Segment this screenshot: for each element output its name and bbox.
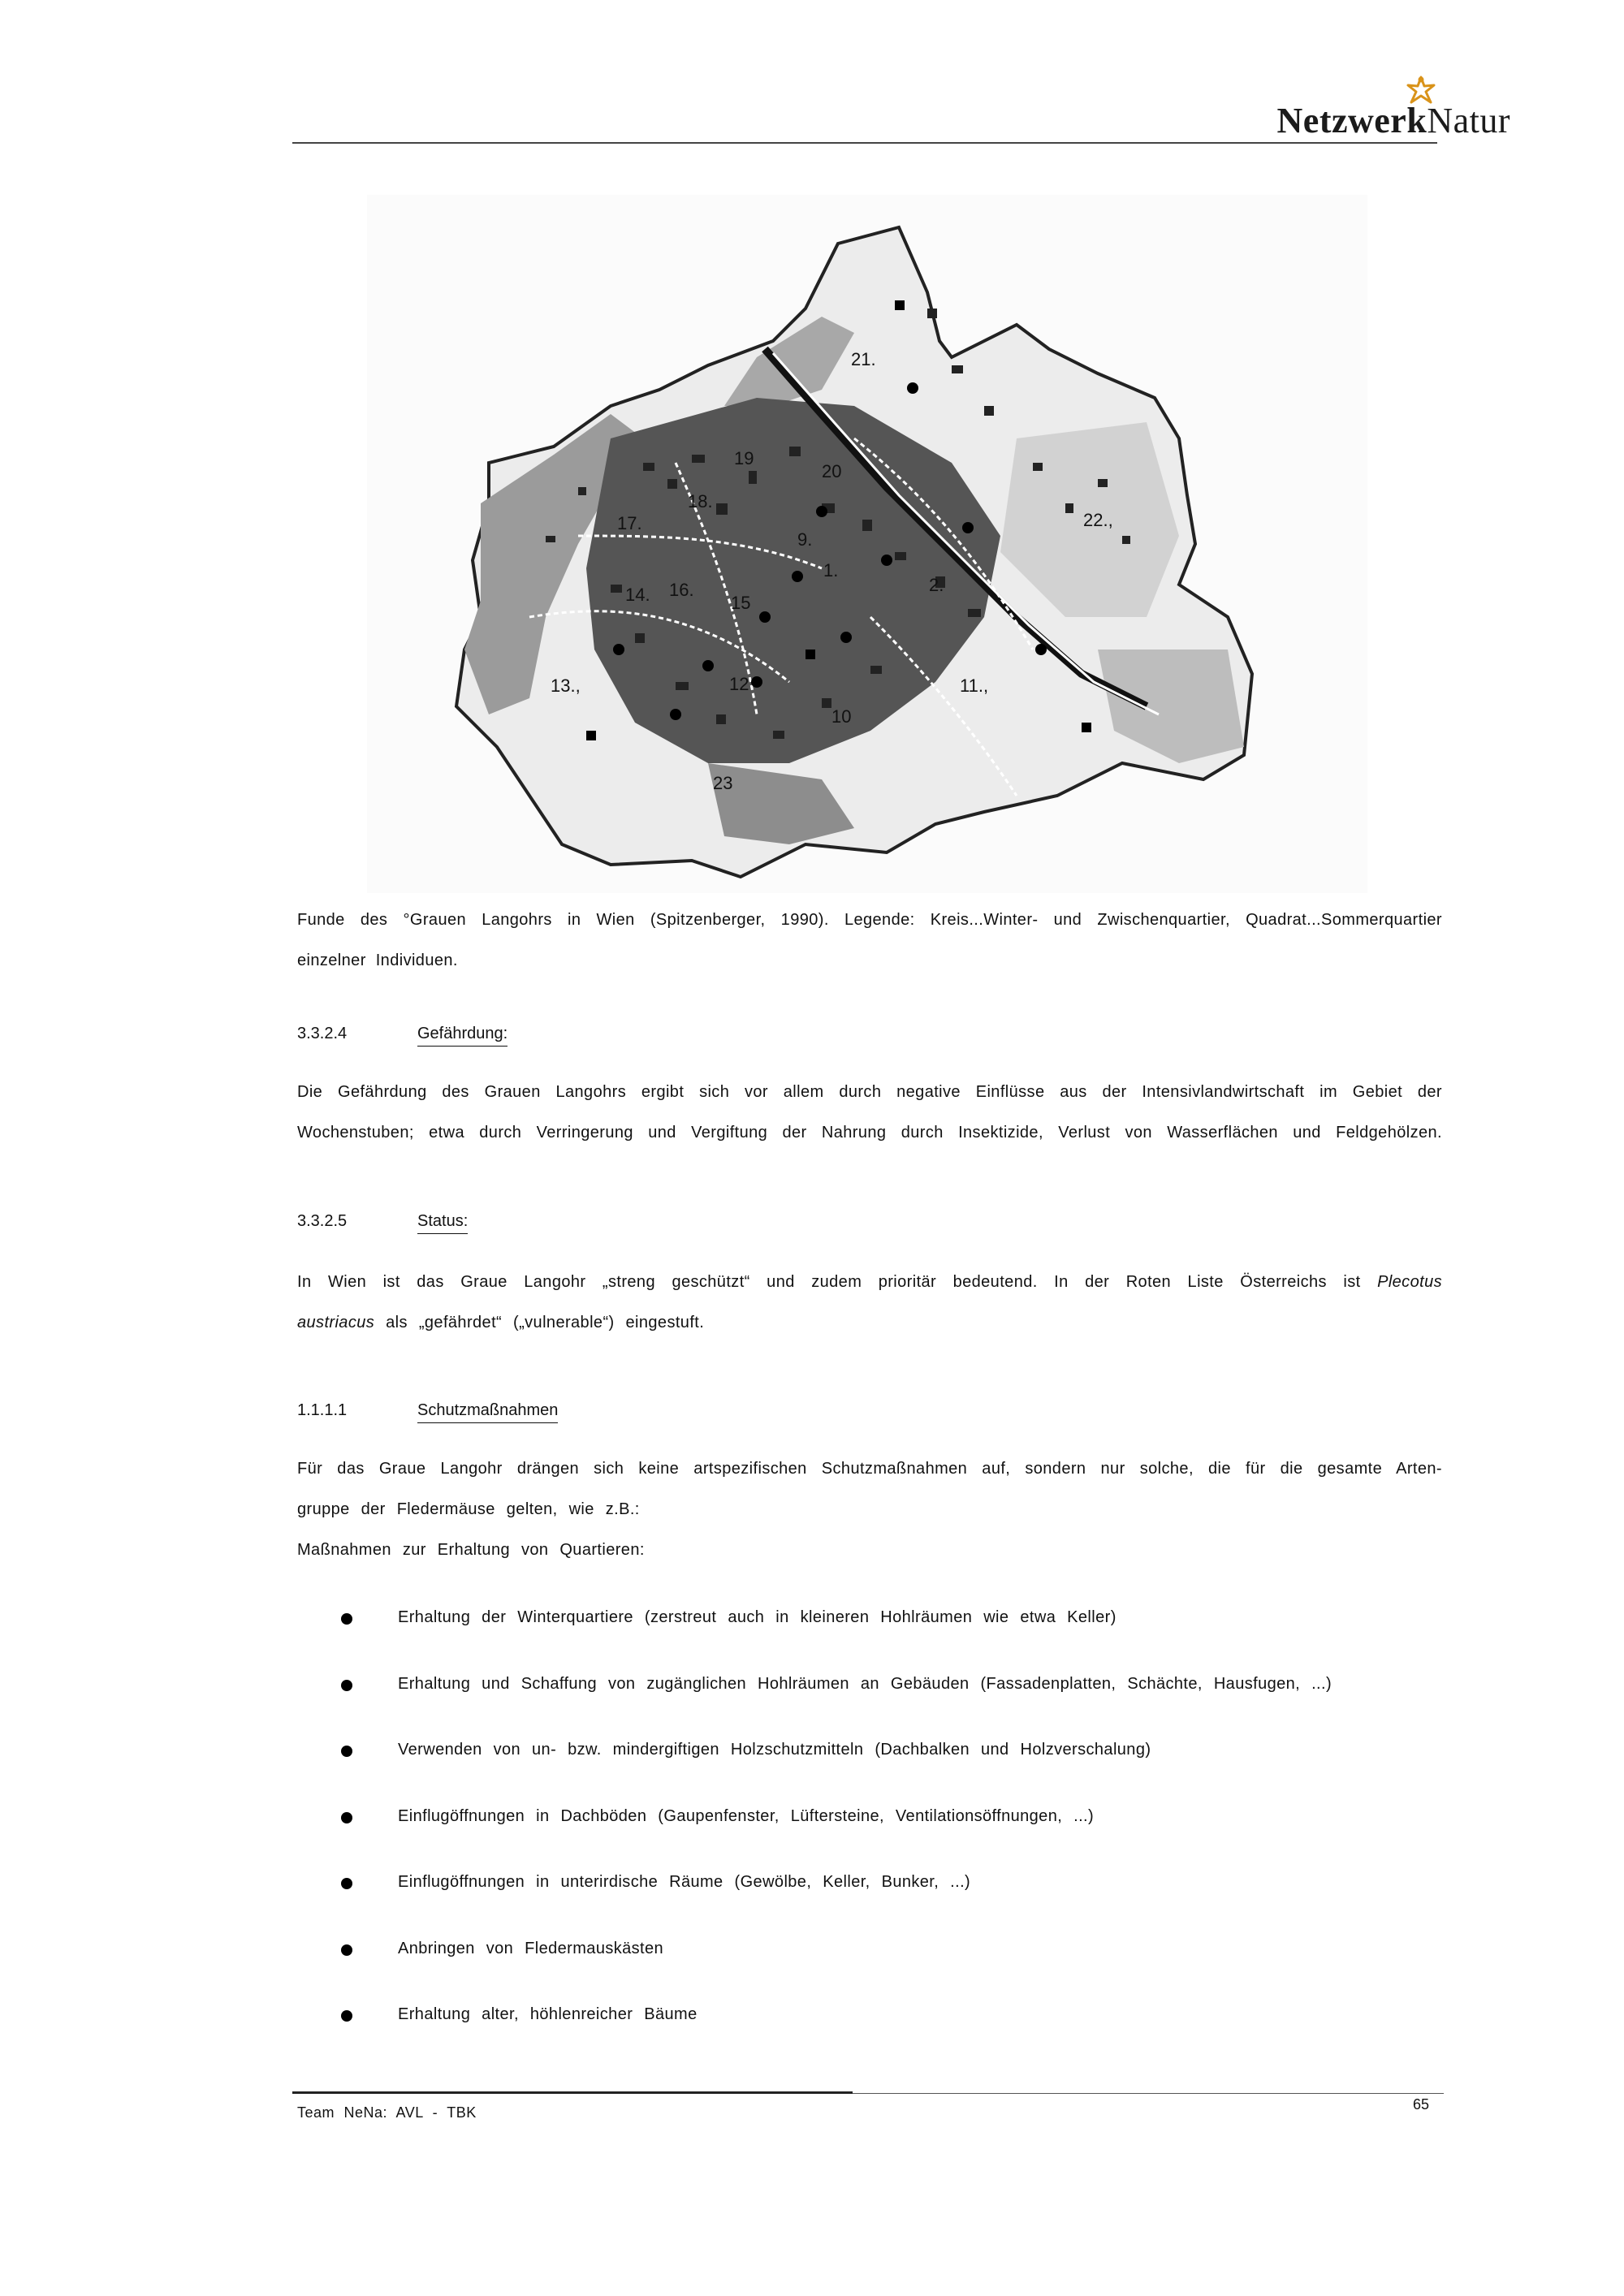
logo-word-natur: Natur (1427, 101, 1510, 140)
district-label: 9. (797, 529, 813, 550)
list-item-text: Anbringen von Fledermauskästen (398, 1939, 664, 1957)
list-item (341, 1608, 1397, 1678)
page-number: 65 (1412, 2096, 1429, 2113)
list-item-text: Einflugöffnungen in Dachböden (Gaupenfenster, Lüftersteine, Ventilationsöffnungen, ...) (398, 1806, 1095, 1825)
list-item-text: Verwenden von un- bzw. mindergiftigen Holzschutzmitteln (Dachbalken und Holzverschalung) (398, 1741, 1151, 1759)
netzwerk-natur-logo (1267, 75, 1510, 148)
paragraph-line: gruppe der Fledermäuse gelten, wie z.B.: (297, 1500, 640, 1518)
measures-list (341, 1608, 1397, 2075)
logo-wordmark (1277, 100, 1510, 141)
vienna-distribution-map (367, 195, 1367, 893)
list-item-text: Erhaltung und Schaffung von zugänglichen Hohlräumen an Gebäuden (Fassadenplatten, Schächte, Hausfugen, ...) (398, 1674, 1332, 1693)
section-title: Gefährdung: (417, 1025, 508, 1047)
list-item-text: Einflugöffnungen in unterirdische Räume (Gewölbe, Keller, Bunker, ...) (398, 1873, 971, 1891)
paragraph-line: Wochenstuben; etwa durch Verringerung und Vergiftung der Nahrung durch Insektizide, Verlust von Wasserflächen und Feldgehölzen. (297, 1124, 1442, 1142)
schutz-paragraph (297, 1448, 1442, 1570)
paragraph-line: Maßnahmen zur Erhaltung von Quartieren: (297, 1541, 645, 1559)
bullet-icon (341, 1878, 352, 1889)
list-item (341, 1873, 1397, 1943)
header-rule (292, 142, 1437, 144)
caption-line: einzelner Individuen. (297, 952, 458, 969)
list-item (341, 1741, 1397, 1810)
caption-line: Funde des °Grauen Langohrs in Wien (Spitzenberger, 1990). Legende: Kreis...Winter- und Zwischenquartier, Quadrat...Sommerquartier (297, 911, 1442, 929)
bullet-icon (341, 2010, 352, 2022)
district-label: 22., (1083, 510, 1113, 530)
paragraph-line: Für das Graue Langohr drängen sich keine artspezifischen Schutzmaßnahmen auf, sondern nur solche, die für die gesamte Arten- (297, 1460, 1442, 1478)
gefaehrdung-paragraph (297, 1072, 1442, 1153)
district-label: 17. (617, 513, 642, 533)
district-label: 21. (851, 349, 876, 369)
bullet-icon (341, 1613, 352, 1625)
district-label: 12 (729, 674, 749, 694)
species-genus: Plecotus (1377, 1273, 1442, 1291)
district-label: 23 (713, 773, 733, 793)
district-label: 18. (688, 491, 713, 511)
district-label: 16. (669, 580, 694, 600)
section-title: Status: (417, 1212, 468, 1234)
list-item (341, 2005, 1397, 2075)
paragraph-line: Die Gefährdung des Grauen Langohrs ergibt sich vor allem durch negative Einflüsse aus der Intensivlandwirtschaft im Gebiet der (297, 1083, 1442, 1101)
district-label: 1. (823, 560, 839, 580)
list-item (341, 1806, 1397, 1877)
district-label: 13., (551, 675, 581, 696)
bullet-icon (341, 1812, 352, 1823)
district-label: 20 (822, 461, 842, 481)
species-epithet: austriacus (297, 1314, 375, 1331)
paragraph-line (297, 1302, 1442, 1343)
paragraph-line (297, 1262, 1442, 1302)
section-number: 1.1.1.1 (297, 1401, 348, 1419)
list-item-text: Erhaltung der Winterquartiere (zerstreut auch in kleineren Hohlräumen wie etwa Keller) (398, 1608, 1116, 1626)
list-item (341, 1674, 1397, 1745)
district-label: 11., (960, 675, 989, 696)
section-number: 3.3.2.4 (297, 1025, 348, 1042)
bullet-icon (341, 1680, 352, 1691)
map-caption (297, 900, 1442, 981)
status-text: In Wien ist das Graue Langohr „streng geschützt“ und zudem prioritär bedeutend. In der Roten Liste Österreichs ist (297, 1273, 1361, 1291)
status-paragraph (297, 1262, 1442, 1343)
list-item-text: Erhaltung alter, höhlenreicher Bäume (398, 2005, 698, 2023)
footer-rule-accent (292, 2091, 853, 2094)
district-label: 15 (731, 593, 751, 613)
district-label: 10 (831, 706, 852, 727)
logo-word-netzwerk: Netzwerk (1276, 101, 1427, 140)
bullet-icon (341, 1944, 352, 1956)
list-item (341, 1939, 1397, 2009)
district-label: 19 (734, 448, 754, 468)
district-label: 2. (929, 575, 944, 595)
bullet-icon (341, 1746, 352, 1757)
status-rest: als „gefährdet“ („vulnerable“) eingestuft. (386, 1314, 705, 1331)
footer-team: Team NeNa: AVL - TBK (297, 2104, 477, 2121)
section-number: 3.3.2.5 (297, 1212, 348, 1230)
district-label: 14. (625, 585, 650, 605)
section-title: Schutzmaßnahmen (417, 1401, 558, 1423)
